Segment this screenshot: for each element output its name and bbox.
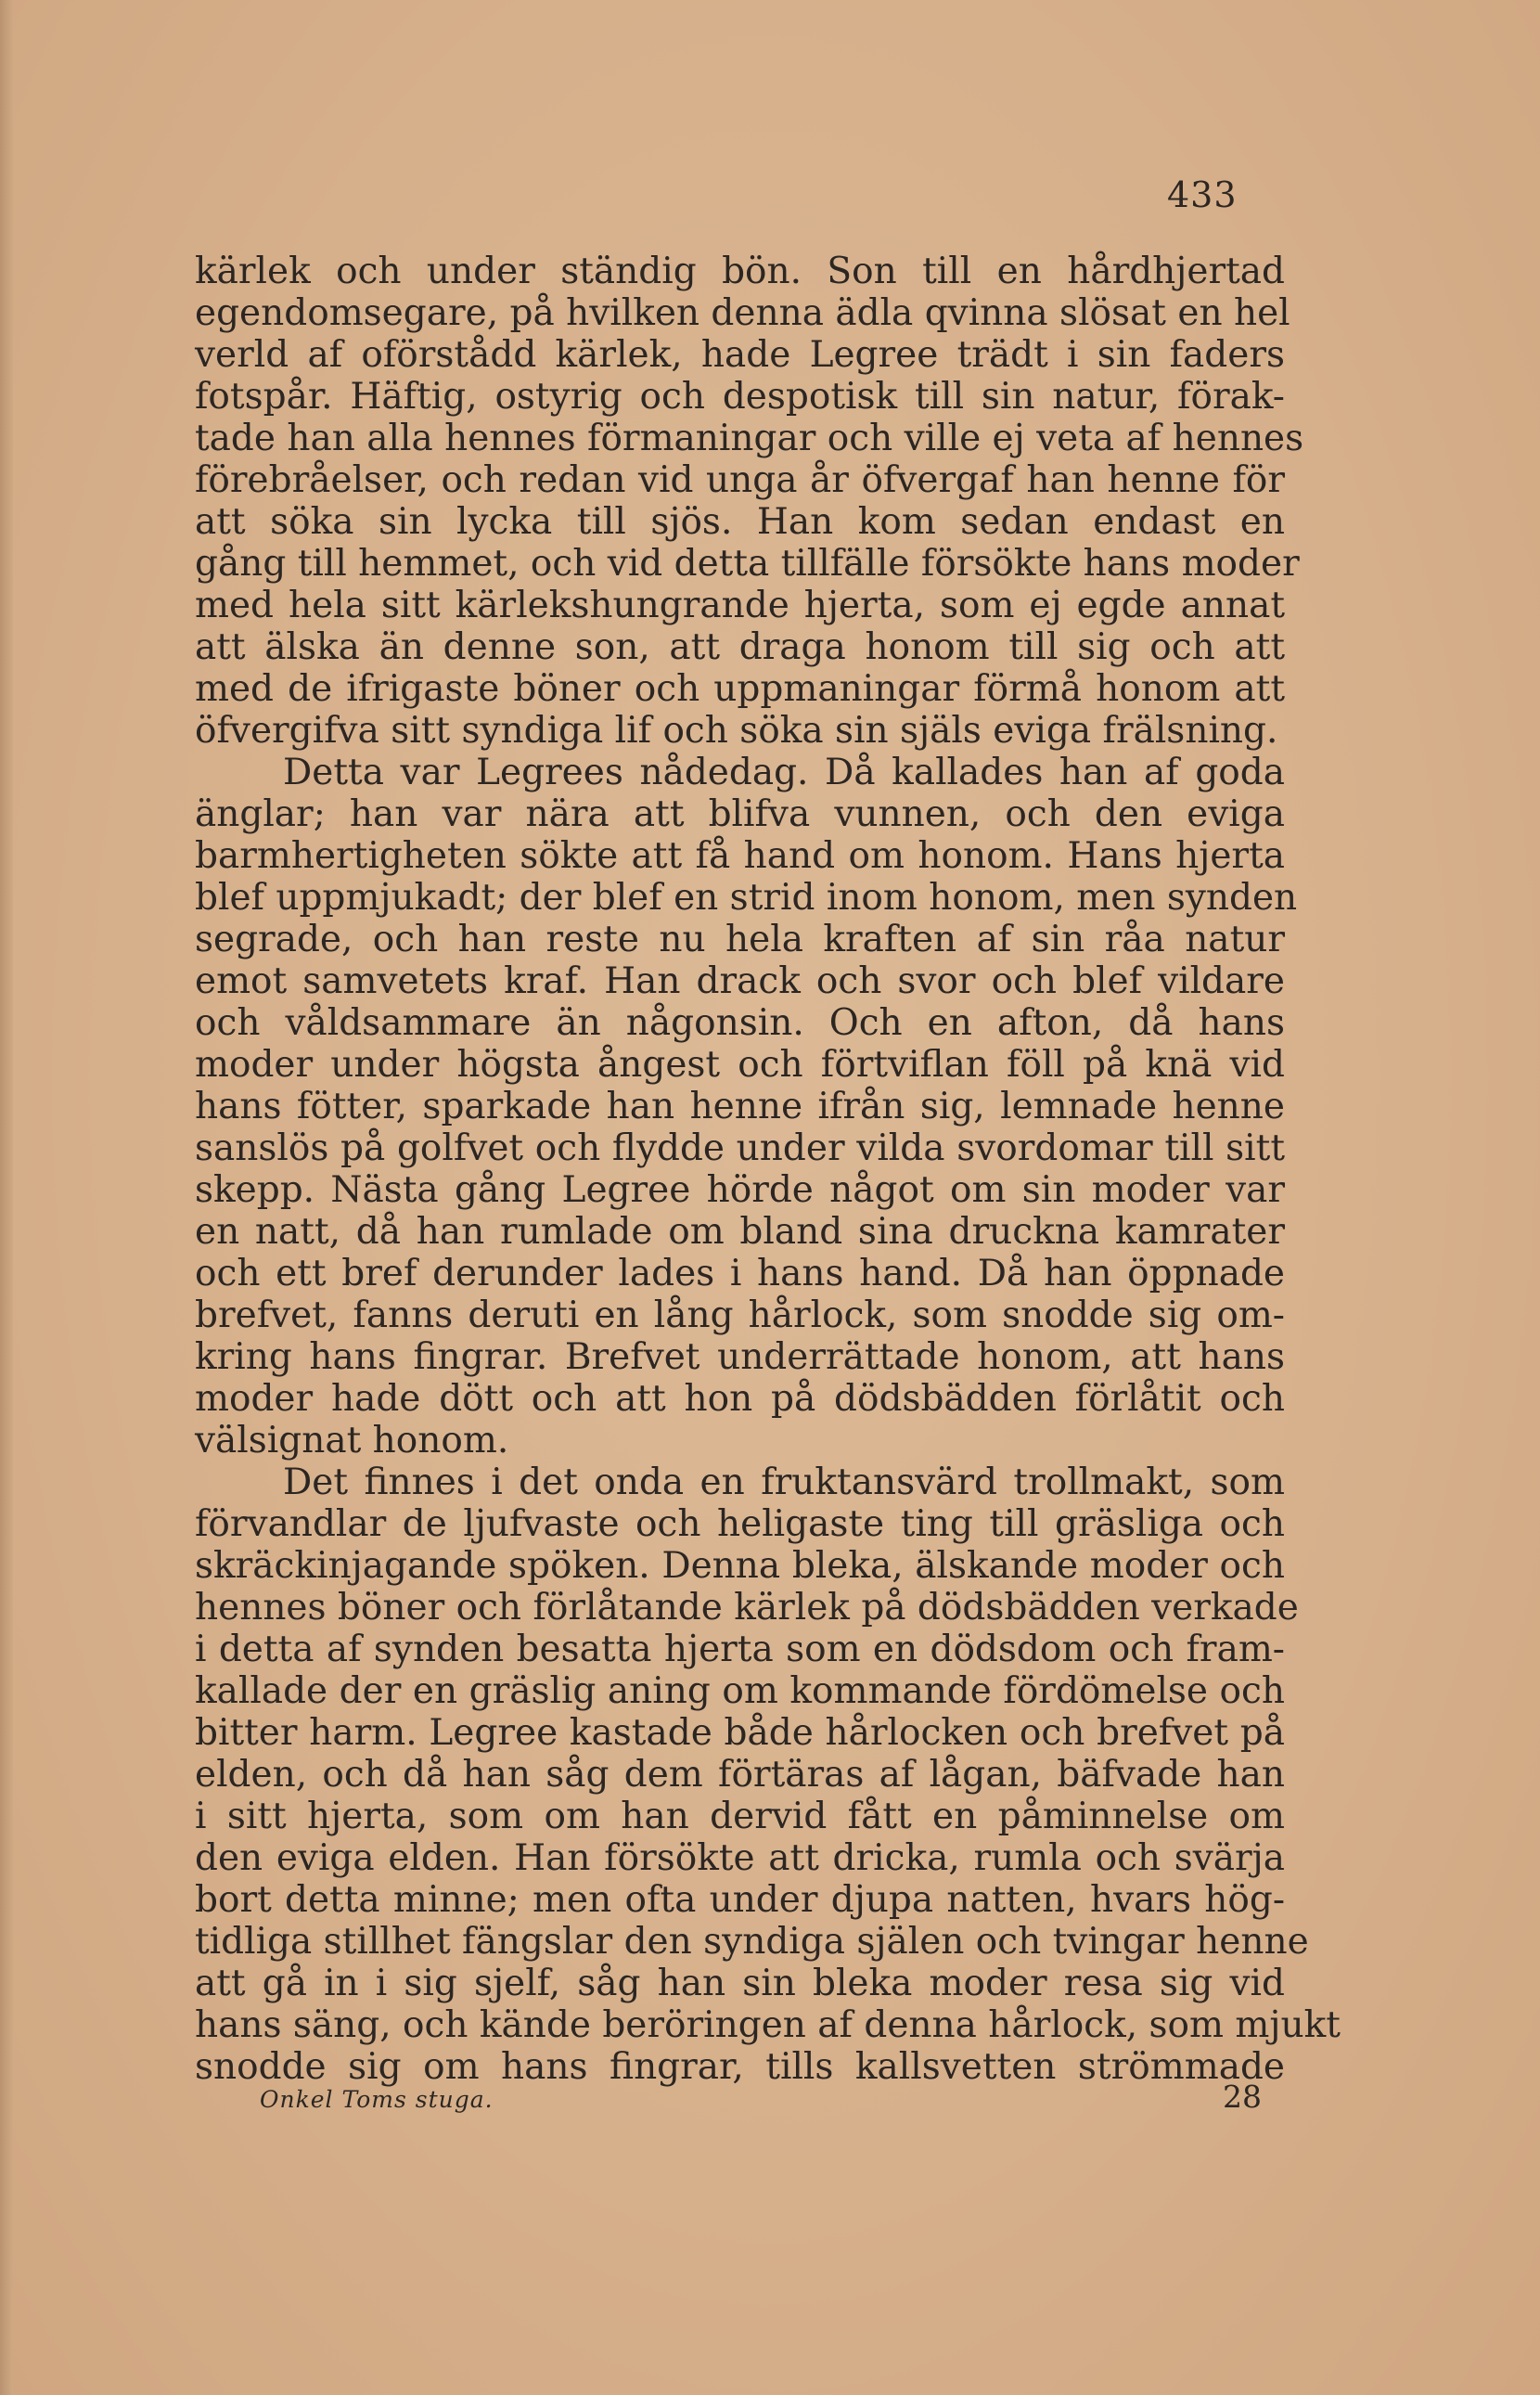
text-line: hans säng, och kände beröringen af denna hårlock, som mjukt bbox=[195, 2004, 1341, 2046]
text-line: kärlek och under ständig bön. Son till en hårdhjertad bbox=[195, 251, 1285, 292]
text-line: änglar; han var nära att blifva vunnen, och den eviga bbox=[195, 793, 1285, 835]
text-line: elden, och då han såg dem förtäras af lågan, bäfvade han bbox=[195, 1754, 1285, 1796]
book-title: Onkel Toms stuga. bbox=[260, 2086, 494, 2113]
text-line: segrade, och han reste nu hela kraften af sin råa natur bbox=[195, 919, 1285, 960]
text-line: hennes böner och förlåtande kärlek på dödsbädden verkade bbox=[195, 1587, 1299, 1629]
text-line: en natt, då han rumlade om bland sina druckna kamrater bbox=[195, 1211, 1285, 1253]
text-line: tade han alla hennes förmaningar och ville ej veta af hennes bbox=[195, 418, 1304, 459]
text-line: förvandlar de ljufvaste och heligaste ting till gräsliga och bbox=[195, 1503, 1285, 1545]
text-line: kring hans fingrar. Brefvet underrättade honom, att hans bbox=[195, 1336, 1285, 1378]
page-footer bbox=[260, 2079, 1262, 2115]
text-line: emot samvetets kraf. Han drack och svor och blef vildare bbox=[195, 960, 1285, 1002]
text-line: bort detta minne; men ofta under djupa natten, hvars hög- bbox=[195, 1879, 1285, 1921]
text-line: Detta var Legrees nådedag. Då kallades han af goda bbox=[283, 752, 1285, 793]
text-line: den eviga elden. Han försökte att dricka, rumla och svärja bbox=[195, 1837, 1285, 1879]
text-line: öfvergifva sitt syndiga lif och söka sin själs eviga frälsning. bbox=[195, 710, 1278, 752]
text-line: och ett bref derunder lades i hans hand. Då han öppnade bbox=[195, 1253, 1285, 1294]
page-edge bbox=[0, 0, 13, 2395]
text-line: skräckinjagande spöken. Denna bleka, älskande moder och bbox=[195, 1545, 1285, 1587]
signature-mark: 28 bbox=[1223, 2079, 1262, 2115]
text-line: egendomsegare, på hvilken denna ädla qvinna slösat en hel bbox=[195, 292, 1290, 334]
text-line: sanslös på golfvet och flydde under vilda svordomar till sitt bbox=[195, 1127, 1285, 1169]
body-text bbox=[195, 251, 1341, 2088]
text-line: verld af oförstådd kärlek, hade Legree trädt i sin faders bbox=[195, 334, 1285, 376]
text-line: bitter harm. Legree kastade både hårlocken och brefvet på bbox=[195, 1712, 1285, 1754]
text-line: att gå in i sig sjelf, såg han sin bleka moder resa sig vid bbox=[195, 1963, 1285, 2004]
text-line: tidliga stillhet fängslar den syndiga själen och tvingar henne bbox=[195, 1921, 1309, 1963]
text-line: och våldsammare än någonsin. Och en afton, då hans bbox=[195, 1002, 1285, 1044]
text-line: att söka sin lycka till sjös. Han kom sedan endast en bbox=[195, 501, 1285, 543]
text-line: hans fötter, sparkade han henne ifrån sig, lemnade henne bbox=[195, 1086, 1285, 1127]
text-line: i detta af synden besatta hjerta som en dödsdom och fram- bbox=[195, 1629, 1285, 1670]
text-line: skepp. Nästa gång Legree hörde något om sin moder var bbox=[195, 1169, 1285, 1211]
text-line: med hela sitt kärlekshungrande hjerta, som ej egde annat bbox=[195, 585, 1285, 626]
text-line: barmhertigheten sökte att få hand om honom. Hans hjerta bbox=[195, 835, 1285, 877]
text-line: moder under högsta ångest och förtviflan föll på knä vid bbox=[195, 1044, 1285, 1086]
text-line: Det finnes i det onda en fruktansvärd trollmakt, som bbox=[283, 1461, 1285, 1503]
text-line: fotspår. Häftig, ostyrig och despotisk till sin natur, förak- bbox=[195, 376, 1285, 418]
page-number: 433 bbox=[1167, 174, 1238, 215]
text-line: förebråelser, och redan vid unga år öfvergaf han henne för bbox=[195, 459, 1285, 501]
text-line: med de ifrigaste böner och uppmaningar förmå honom att bbox=[195, 668, 1285, 710]
text-line: gång till hemmet, och vid detta tillfälle försökte hans moder bbox=[195, 543, 1300, 585]
text-line: välsignat honom. bbox=[195, 1420, 509, 1461]
text-line: brefvet, fanns deruti en lång hårlock, som snodde sig om- bbox=[195, 1294, 1285, 1336]
text-line: att älska än denne son, att draga honom till sig och att bbox=[195, 626, 1285, 668]
text-line: moder hade dött och att hon på dödsbädden förlåtit och bbox=[195, 1378, 1285, 1420]
text-line: snodde sig om hans fingrar, tills kallsvetten strömmade bbox=[195, 2046, 1285, 2088]
text-line: blef uppmjukadt; der blef en strid inom honom, men synden bbox=[195, 877, 1298, 919]
text-line: kallade der en gräslig aning om kommande fördömelse och bbox=[195, 1670, 1285, 1712]
text-line: i sitt hjerta, som om han dervid fått en påminnelse om bbox=[195, 1796, 1285, 1837]
